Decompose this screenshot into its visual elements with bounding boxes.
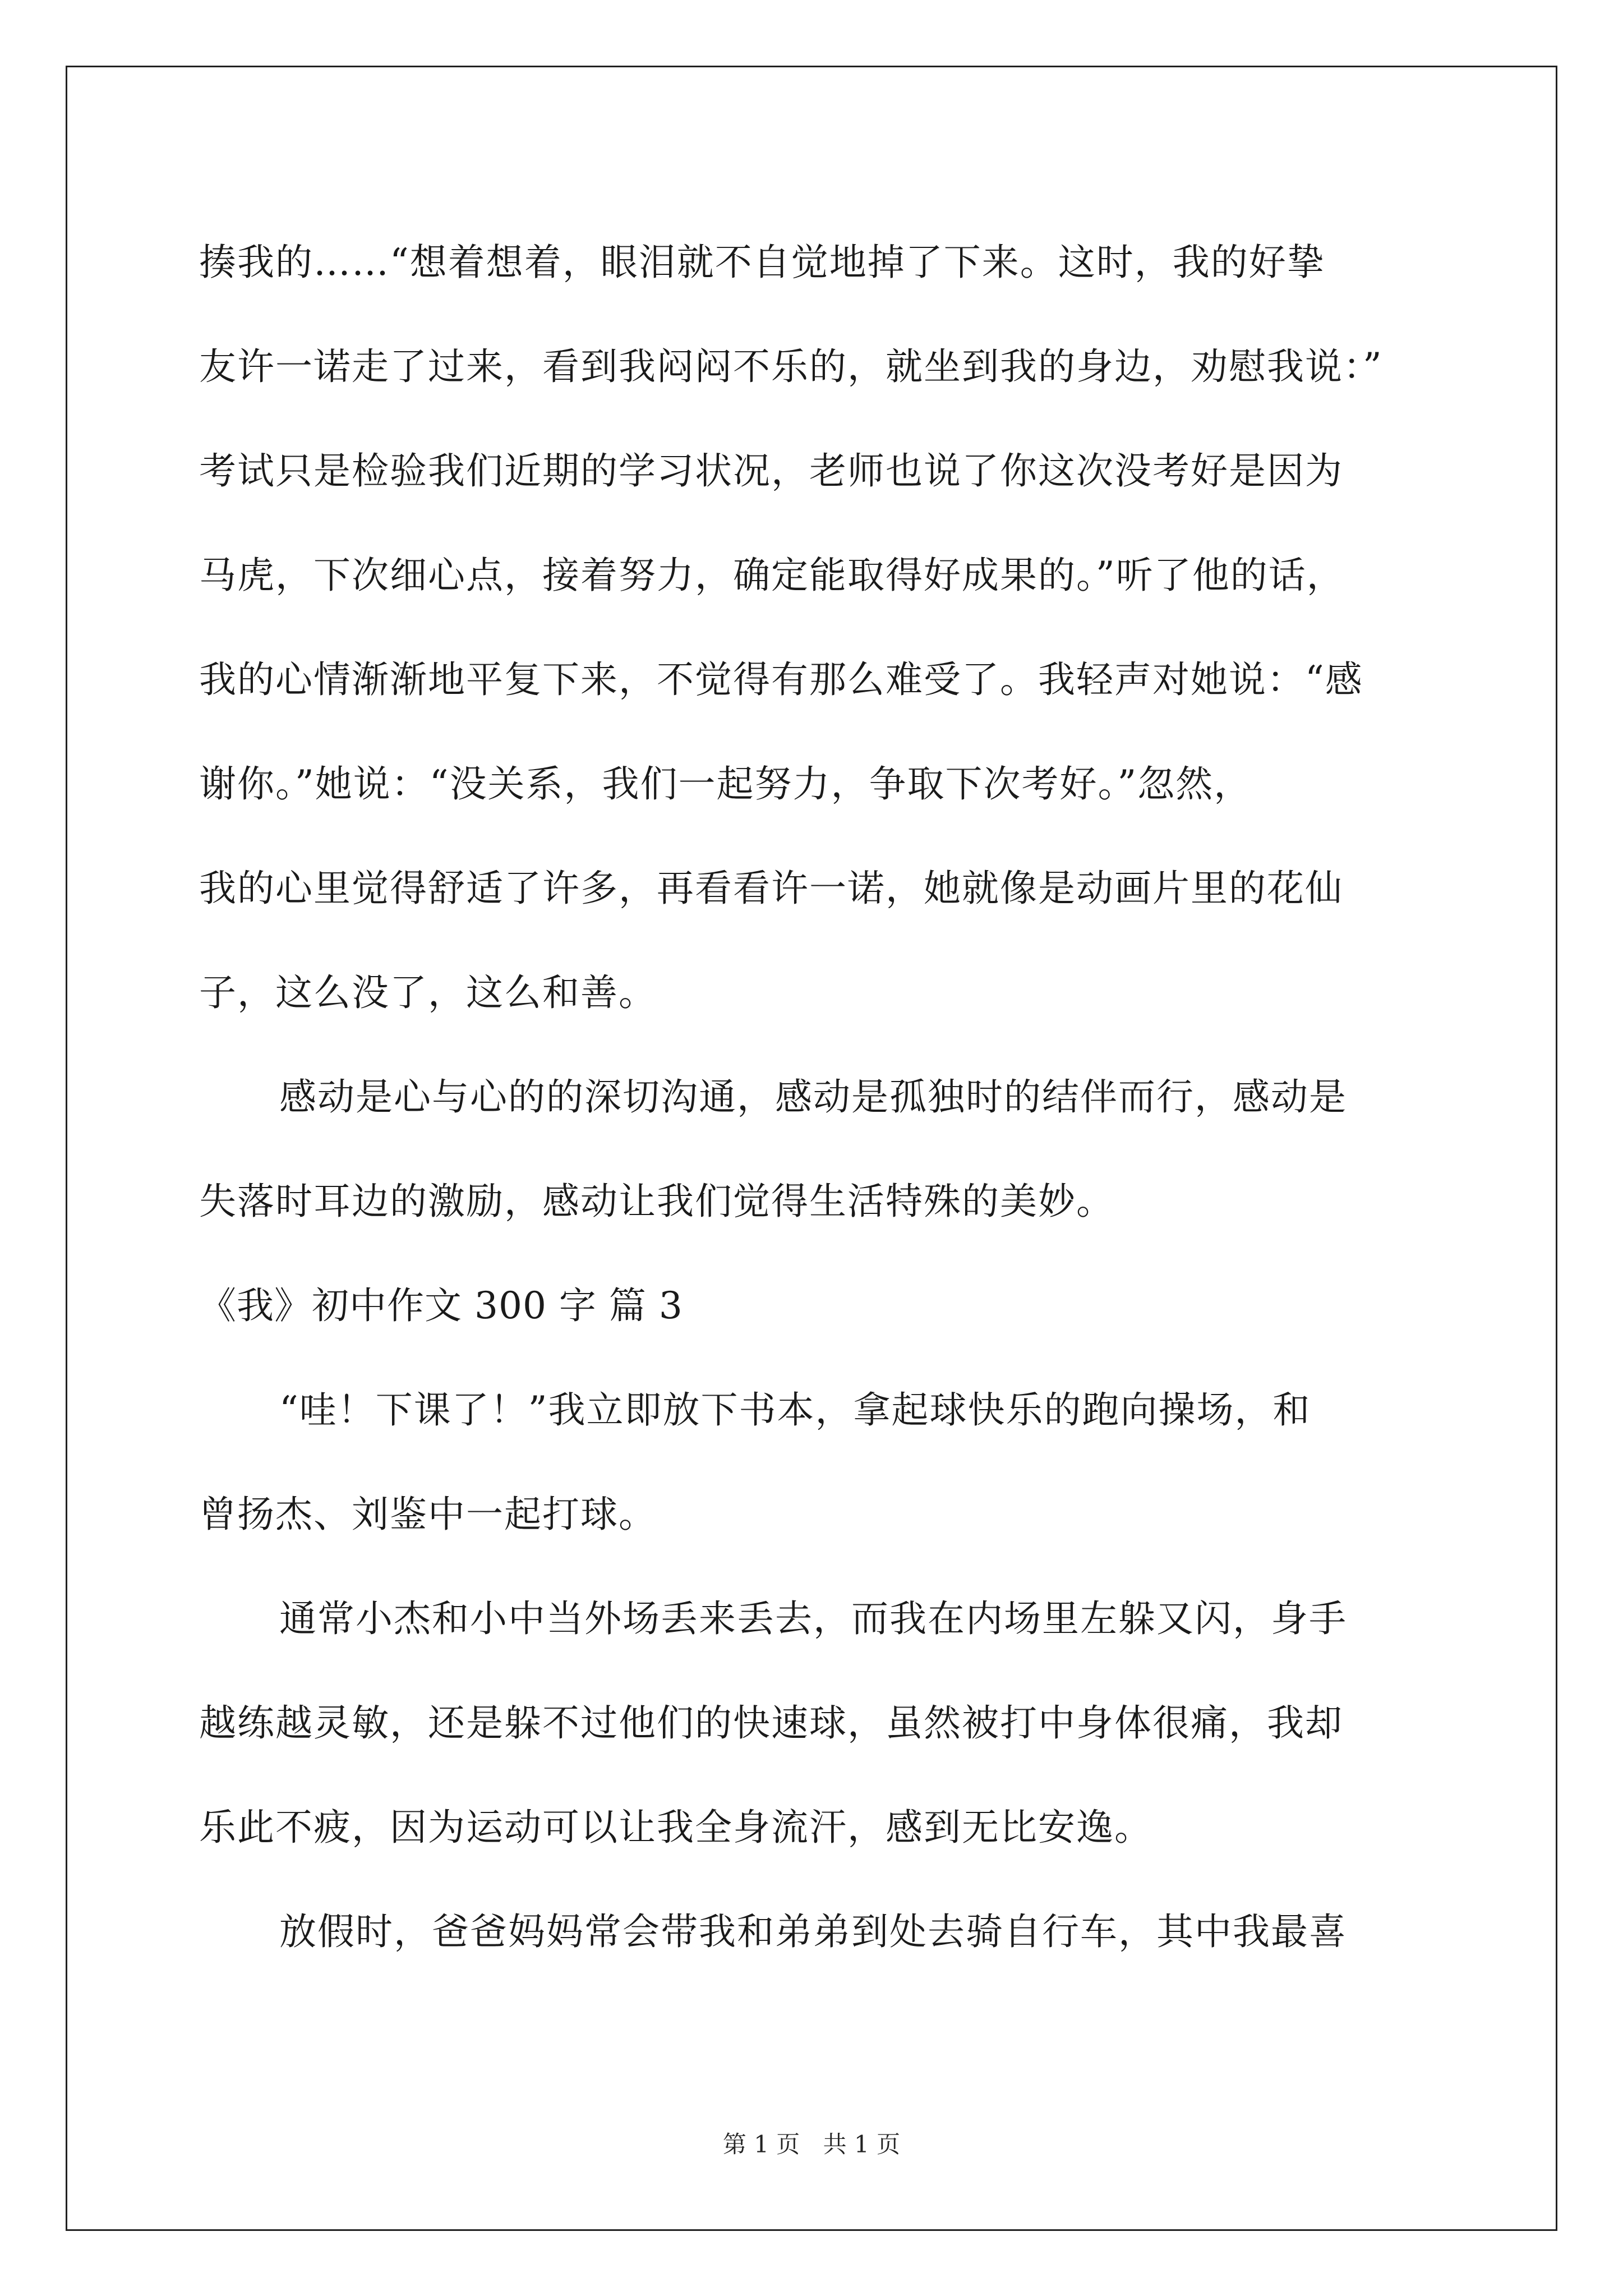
section-heading: 《我》初中作文 300 字 篇 3 [199,1284,683,1327]
text-line-17: 放假时，爸爸妈妈常会带我和弟弟到处去骑自行车，其中我最喜 [279,1910,1347,1953]
text-line-3: 考试只是检验我们近期的学习状况，老师也说了你这次没考好是因为 [199,449,1343,493]
text-line-16: 乐此不疲，因为运动可以让我全身流汗，感到无比安逸。 [199,1806,1152,1849]
text-line-2: 友许一诺走了过来，看到我闷闷不乐的，就坐到我的身边，劝慰我说：” [199,345,1383,388]
text-line-7: 我的心里觉得舒适了许多，再看看许一诺，她就像是动画片里的花仙 [199,867,1343,910]
text-line-15: 越练越灵敏，还是躲不过他们的快速球，虽然被打中身体很痛，我却 [199,1701,1343,1745]
document-body [199,210,1433,1984]
page-number-current: 第 1 页 [722,2131,800,2158]
text-line-14: 通常小杰和小中当外场丢来丢去，而我在内场里左躲又闪，身手 [279,1597,1347,1640]
text-line-8: 子，这么没了，这么和善。 [199,971,657,1014]
text-line-6: 谢你。”她说：“没关系，我们一起努力，争取下次考好。”忽然， [199,762,1252,806]
page-number-total: 共 1 页 [823,2131,901,2158]
text-line-10: 失落时耳边的激励，感动让我们觉得生活特殊的美妙。 [199,1180,1114,1223]
text-line-4: 马虎，下次细心点，接着努力，确定能取得好成果的。”听了他的话， [199,554,1345,597]
text-line-13: 曾扬杰、刘鉴中一起打球。 [199,1493,657,1536]
text-line-9: 感动是心与心的的深切沟通，感动是孤独时的结伴而行，感动是 [279,1075,1347,1119]
page-footer [0,2129,1623,2160]
text-line-1: 揍我的……“想着想着，眼泪就不自觉地掉了下来。这时，我的好挚 [199,241,1325,284]
text-line-5: 我的心情渐渐地平复下来，不觉得有那么难受了。我轻声对她说：“感 [199,658,1363,701]
text-line-12: “哇！下课了！”我立即放下书本，拿起球快乐的跑向操场，和 [279,1388,1311,1432]
